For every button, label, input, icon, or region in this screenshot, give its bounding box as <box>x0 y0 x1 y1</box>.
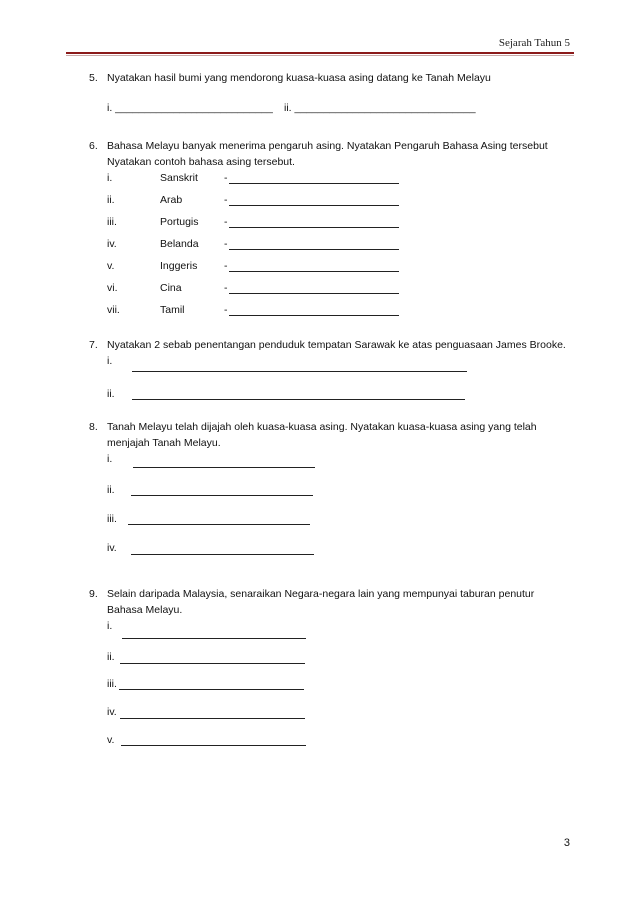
question-text-line-1: Bahasa Melayu banyak menerima pengaruh asing. Nyatakan Pengaruh Bahasa Asing tersebut <box>107 140 548 152</box>
dash: - <box>224 172 228 184</box>
page-number: 3 <box>563 837 570 849</box>
answer-line[interactable] <box>128 524 310 525</box>
answer-line[interactable] <box>121 745 306 746</box>
question-number: 6. <box>89 140 98 152</box>
answer-label: iv. <box>107 542 117 554</box>
answer-label: i. <box>107 453 113 465</box>
roman-label: v. <box>107 260 115 272</box>
header-title: Sejarah Tahun 5 <box>498 37 570 49</box>
answer-line[interactable] <box>122 638 306 639</box>
roman-label: vi. <box>107 282 118 294</box>
answer-line[interactable] <box>120 663 305 664</box>
language-name: Sanskrit <box>160 172 198 184</box>
answer-label: iii. <box>107 513 117 525</box>
dash: - <box>224 282 228 294</box>
roman-label: iv. <box>107 238 117 250</box>
question-number: 5. <box>89 72 98 84</box>
answer-label: ii. <box>107 484 115 496</box>
answer-line[interactable] <box>133 467 315 468</box>
question-text-line-1: Selain daripada Malaysia, senaraikan Negara-negara lain yang mempunyai taburan penutur <box>107 588 535 600</box>
answer-line[interactable] <box>229 183 399 184</box>
answer-line[interactable] <box>229 205 399 206</box>
question-number: 9. <box>89 588 98 600</box>
question-text-line-2: Nyatakan contoh bahasa asing tersebut. <box>107 156 295 168</box>
question-text: Nyatakan hasil bumi yang mendorong kuasa-kuasa asing datang ke Tanah Melayu <box>107 72 491 84</box>
answer-label: iv. <box>107 706 117 718</box>
answer-line[interactable] <box>120 718 305 719</box>
language-name: Belanda <box>160 238 199 250</box>
roman-label: ii. <box>107 194 115 206</box>
answer-label: v. <box>107 734 115 746</box>
dash: - <box>224 216 228 228</box>
roman-label: iii. <box>107 216 117 228</box>
roman-label: i. <box>107 172 113 184</box>
answer-label: iii. <box>107 678 117 690</box>
dash: - <box>224 260 228 272</box>
answer-line[interactable] <box>229 249 399 250</box>
answer-line[interactable] <box>132 399 465 400</box>
question-number: 8. <box>89 421 98 433</box>
answer-label: i. <box>107 620 113 632</box>
language-name: Tamil <box>160 304 185 316</box>
answer-line[interactable] <box>132 371 467 372</box>
question-text-line-1: Tanah Melayu telah dijajah oleh kuasa-kuasa asing. Nyatakan kuasa-kuasa asing yang telah <box>107 421 537 433</box>
language-name: Arab <box>160 194 183 206</box>
language-name: Portugis <box>160 216 199 228</box>
header-rule <box>66 52 574 56</box>
answer-line[interactable] <box>131 495 313 496</box>
dash: - <box>224 194 228 206</box>
answer-line[interactable] <box>229 315 399 316</box>
question-text-line-2: menjajah Tanah Melayu. <box>107 437 221 449</box>
answer-line[interactable] <box>119 689 304 690</box>
answer-line[interactable] <box>229 271 399 272</box>
answer-label: i. <box>107 355 113 367</box>
dash: - <box>224 304 228 316</box>
answer-line[interactable] <box>229 227 399 228</box>
question-text: Nyatakan 2 sebab penentangan penduduk tempatan Sarawak ke atas penguasaan James Brooke. <box>107 339 566 351</box>
answer-blank-ii[interactable]: ii. _______________________________ <box>284 102 476 114</box>
language-name: Cina <box>160 282 182 294</box>
answer-line[interactable] <box>229 293 399 294</box>
answer-label: ii. <box>107 388 115 400</box>
question-number: 7. <box>89 339 98 351</box>
roman-label: vii. <box>107 304 120 316</box>
answer-blank-i[interactable]: i. ___________________________ <box>107 102 273 114</box>
question-text-line-2: Bahasa Melayu. <box>107 604 183 616</box>
dash: - <box>224 238 228 250</box>
answer-line[interactable] <box>131 554 314 555</box>
answer-label: ii. <box>107 651 115 663</box>
language-name: Inggeris <box>160 260 198 272</box>
